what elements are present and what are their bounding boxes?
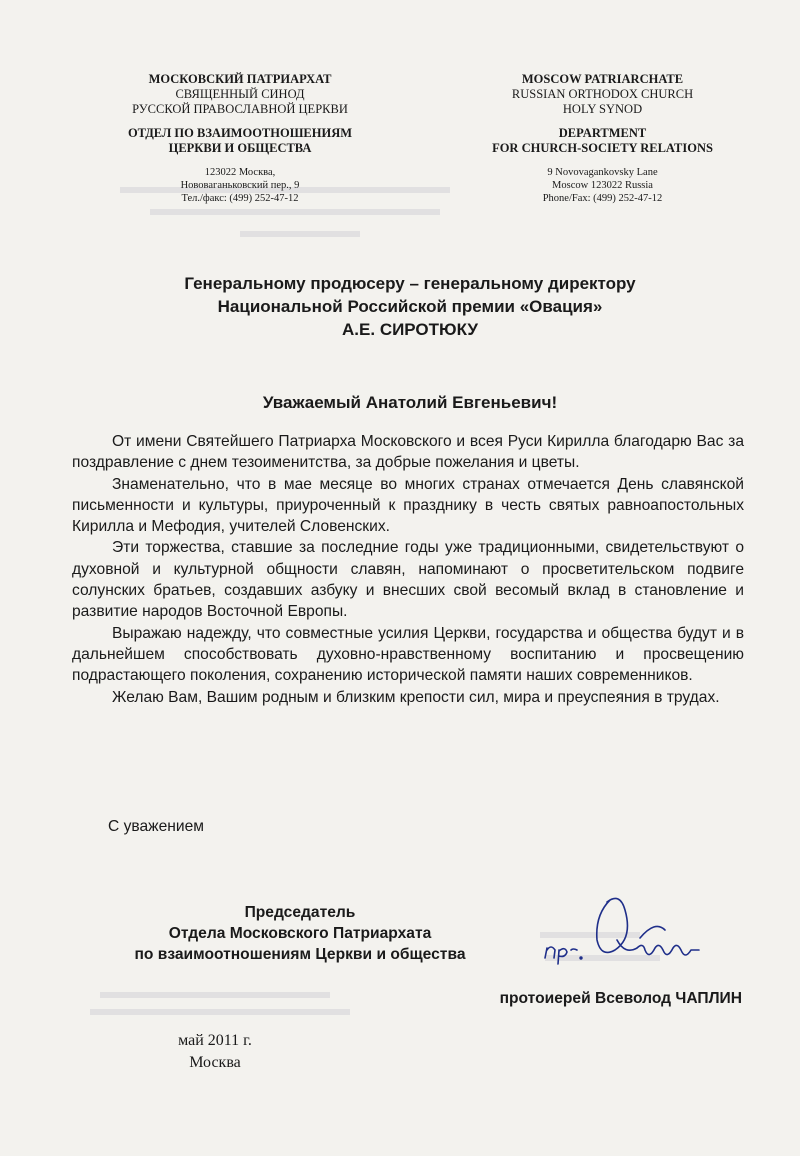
paragraph: От имени Святейшего Патриарха Московского и всея Руси Кирилла благодарю Вас за поздравление с днем тезоименитства, за добрые пожелания и цветы. bbox=[72, 433, 744, 472]
signatory-title-line-2: Отдела Московского Патриархата bbox=[168, 925, 432, 942]
paragraph: Знаменательно, что в мае месяце во многих странах отмечается День славянской письменности и культуры, приуроченный к празднику в честь святых равноапостольных Кирилла и Мефодия, учителей Словенских. bbox=[72, 475, 744, 536]
handwritten-signature bbox=[515, 880, 715, 980]
dept-line-2-ru: ЦЕРКВИ И ОБЩЕСТВА bbox=[168, 141, 312, 155]
closing: С уважением bbox=[108, 818, 204, 835]
address-line-2-ru: Нововаганьковский пер., 9 bbox=[180, 180, 300, 191]
letterhead-russian bbox=[70, 72, 410, 205]
addressee-line-1: Генеральному продюсеру – генеральному директору bbox=[184, 274, 636, 293]
address-line-3-en: Phone/Fax: (499) 252-47-12 bbox=[542, 193, 663, 204]
date-place-block bbox=[150, 1030, 280, 1074]
letter-place: Москва bbox=[189, 1054, 241, 1071]
signatory-title-line-3: по взаимоотношениям Церкви и общества bbox=[134, 946, 466, 963]
church-line-2-en: HOLY SYNOD bbox=[562, 102, 643, 116]
address-line-1-ru: 123022 Москва, bbox=[204, 167, 276, 178]
address-en bbox=[470, 166, 735, 205]
org-name-en: MOSCOW PATRIARCHATE bbox=[521, 72, 684, 86]
synod-line-2-ru: РУССКОЙ ПРАВОСЛАВНОЙ ЦЕРКВИ bbox=[132, 102, 348, 116]
dept-line-1-ru: ОТДЕЛ ПО ВЗАИМООТНОШЕНИЯМ bbox=[127, 126, 353, 140]
letter-date: май 2011 г. bbox=[178, 1032, 252, 1049]
dept-line-2-en: FOR CHURCH-SOCIETY RELATIONS bbox=[492, 141, 713, 155]
org-name-ru: МОСКОВСКИЙ ПАТРИАРХАТ bbox=[148, 72, 332, 86]
addressee-line-2: Национальной Российской премии «Овация» bbox=[217, 297, 603, 316]
paragraph: Эти торжества, ставшие за последние годы уже традиционными, свидетельствуют о духовной и культурной общности славян, напоминают о просветительском подвиге солунских братьев, создавших азбуку и внесших свой весомый вклад в становление и развитие народов Восточной Европы. bbox=[72, 539, 744, 621]
church-line-1-en: RUSSIAN ORTHODOX CHURCH bbox=[511, 87, 694, 101]
addressee-block bbox=[110, 272, 710, 341]
address-line-3-ru: Тел./факс: (499) 252-47-12 bbox=[181, 193, 299, 204]
signatory-title bbox=[90, 902, 510, 965]
dept-line-1-en: DEPARTMENT bbox=[558, 126, 647, 140]
synod-line-1-ru: СВЯЩЕННЫЙ СИНОД bbox=[175, 87, 305, 101]
addressee-line-3: А.Е. СИРОТЮКУ bbox=[342, 320, 478, 339]
address-line-1-en: 9 Novovagankovsky Lane bbox=[547, 167, 658, 178]
signatory-title-line-1: Председатель bbox=[244, 904, 356, 921]
address-ru bbox=[70, 166, 410, 205]
letterhead-english bbox=[470, 72, 735, 205]
paragraph: Желаю Вам, Вашим родным и близким крепости сил, мира и преуспеяния в трудах. bbox=[112, 688, 720, 706]
signatory-name: протоиерей Всеволод ЧАПЛИН bbox=[499, 990, 742, 1007]
address-line-2-en: Moscow 123022 Russia bbox=[552, 180, 653, 191]
salutation: Уважаемый Анатолий Евгеньевич! bbox=[262, 393, 558, 412]
paragraph: Выражаю надежду, что совместные усилия Церкви, государства и общества будут и в дальнейшем способствовать духовно-нравственному воспитанию и просвещению подрастающего поколения, сохранению исторической памяти наших современников. bbox=[72, 624, 744, 685]
letter-body bbox=[72, 431, 744, 708]
